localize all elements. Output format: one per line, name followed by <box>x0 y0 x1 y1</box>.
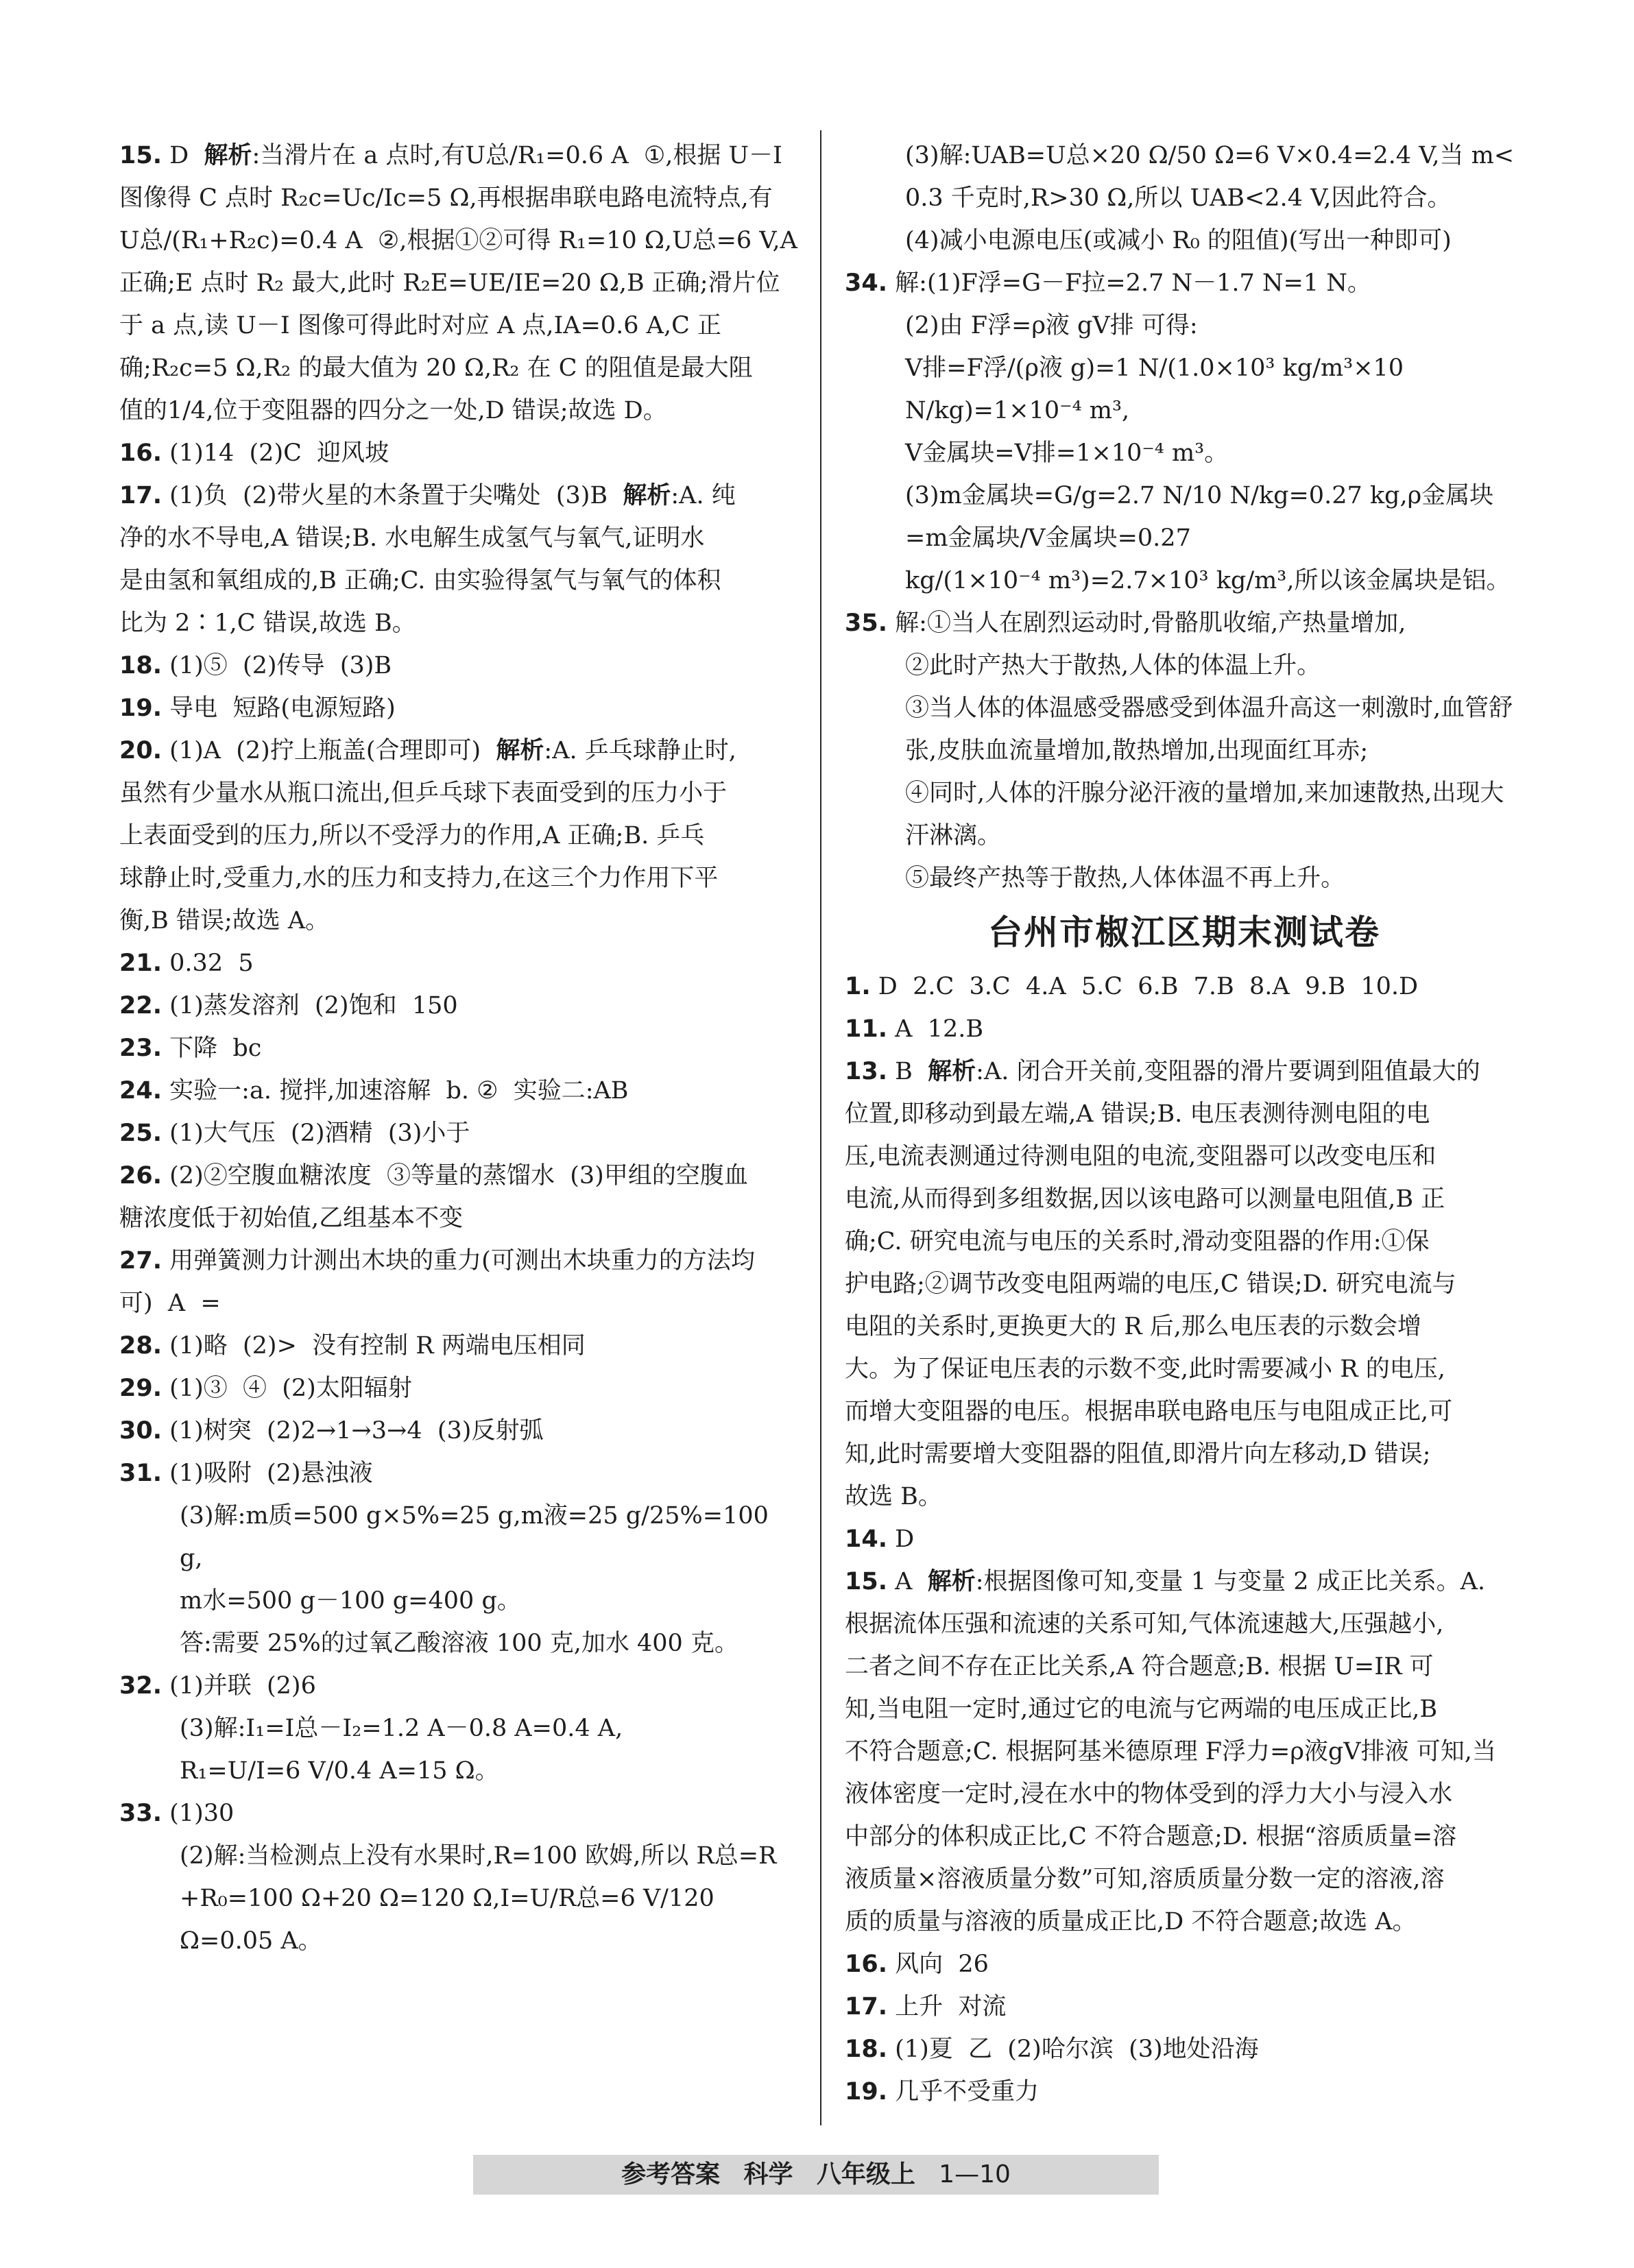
answer-line <box>119 857 798 900</box>
answer-text: (1)A (2)拧上瓶盖(合理即可) <box>169 737 496 764</box>
answer-line <box>845 729 1524 772</box>
analysis-label: 解析 <box>928 1058 976 1085</box>
answer-line <box>845 857 1524 900</box>
answer-text: 是由氢和氧组成的,B 正确;C. 由实验得氢气与氧气的体积 <box>119 567 721 594</box>
answer-line <box>119 177 798 219</box>
answer-text: 压,电流表测通过待测电阻的电流,变阻器可以改变电压和 <box>845 1143 1437 1170</box>
question-number: 31. <box>119 1460 163 1487</box>
answer-text: 净的水不导电,A 错误;B. 水电解生成氢气与氧气,证明水 <box>119 524 705 552</box>
answer-line <box>119 432 798 474</box>
footer-grade: 八年级上 <box>816 2160 915 2188</box>
answer-text: 知,此时需要增大变阻器的阻值,即滑片向左移动,D 错误; <box>845 1440 1431 1468</box>
answer-line <box>119 219 798 262</box>
question-number: 16. <box>119 439 163 467</box>
answer-line <box>119 1410 798 1452</box>
answer-line <box>845 772 1524 815</box>
answer-line <box>845 2071 1524 2113</box>
answer-text: ③当人体的体温感受器感受到体温升高这一刺激时,血管舒 <box>905 695 1513 722</box>
answer-text: 二者之间不存在正比关系,A 符合题意;B. 根据 U=IR 可 <box>845 1653 1434 1680</box>
answer-text: 于 a 点,读 U－I 图像可得此时对应 A 点,IA=0.6 A,C 正 <box>119 312 721 339</box>
answer-line <box>845 1390 1524 1433</box>
answer-line <box>119 1155 798 1197</box>
answer-text: (3)解:UAB=U总×20 Ω/50 Ω=6 V×0.4=2.4 V,当 m< <box>905 142 1515 169</box>
answer-line <box>845 474 1524 559</box>
question-number: 1. <box>845 973 871 1000</box>
answer-text: (1)略 (2)> 没有控制 R 两端电压相同 <box>169 1332 586 1360</box>
answer-text: 确;R₂c=5 Ω,R₂ 的最大值为 20 Ω,R₂ 在 C 的阻值是最大阻 <box>119 354 753 382</box>
question-number: 14. <box>845 1525 888 1553</box>
analysis-text: :当滑片在 a 点时,有U总/R₁=0.6 A ①,根据 U－I <box>252 142 782 169</box>
answer-text: 护电路;②调节改变电阻两端的电压,C 错误;D. 研究电流与 <box>845 1270 1456 1298</box>
answer-text: (4)减小电源电压(或减小 R₀ 的阻值)(写出一种即可) <box>905 227 1452 254</box>
answer-text: 位置,即移动到最左端,A 错误;B. 电压表测待测电阻的电 <box>845 1100 1430 1128</box>
answer-text: (1)大气压 (2)酒精 (3)小于 <box>169 1120 470 1147</box>
answer-text: (2)由 F浮=ρ液 gV排 可得: <box>905 312 1198 339</box>
page-footer <box>473 2155 1159 2195</box>
answer-line <box>119 1750 798 1792</box>
answer-line <box>119 1877 798 1962</box>
question-number: 24. <box>119 1077 163 1105</box>
answer-line <box>845 134 1524 177</box>
answers-jiaojiang-exam <box>845 965 1524 2113</box>
answer-line <box>119 772 798 815</box>
answer-text: D <box>895 1525 915 1553</box>
question-number: 33. <box>119 1800 163 1827</box>
answer-line <box>119 517 798 559</box>
answer-line <box>119 1580 798 1622</box>
answer-text: 图像得 C 点时 R₂c=Uc/Ic=5 Ω,再根据串联电路电流特点,有 <box>119 184 773 212</box>
answer-line <box>845 1220 1524 1263</box>
answer-text: (1)树突 (2)2→1→3→4 (3)反射弧 <box>169 1417 544 1445</box>
answer-text: 答:需要 25%的过氧乙酸溶液 100 克,加水 400 克。 <box>180 1630 738 1657</box>
question-number: 19. <box>119 695 163 722</box>
answer-text: m水=500 g－100 g=400 g。 <box>180 1587 521 1615</box>
answer-line <box>845 1178 1524 1220</box>
answer-text: A 12.B <box>895 1015 984 1043</box>
answer-text: 值的1/4,位于变阻器的四分之一处,D 错误;故选 D。 <box>119 397 667 424</box>
answer-text: D <box>169 142 204 169</box>
answer-text: 解:①当人在剧烈运动时,骨骼肌收缩,产热量增加, <box>895 610 1406 637</box>
answer-text: 解:(1)F浮=G－F拉=2.7 N－1.7 N=1 N。 <box>895 269 1371 297</box>
answer-line <box>845 1518 1524 1560</box>
question-number: 35. <box>845 610 888 637</box>
answer-text: 不符合题意;C. 根据阿基米德原理 F浮力=ρ液gV排液 可知,当 <box>845 1738 1496 1765</box>
answer-line <box>119 1835 798 1877</box>
answer-line <box>119 729 798 772</box>
answer-line <box>845 1475 1524 1518</box>
answer-line <box>845 432 1524 474</box>
answer-text: 液质量×溶液质量分数”可知,溶质质量分数一定的溶液,溶 <box>845 1866 1445 1893</box>
answer-line <box>119 900 798 942</box>
answer-text: D 2.C 3.C 4.A 5.C 6.B 7.B 8.A 9.B 10.D <box>878 973 1419 1000</box>
answer-text: ②此时产热大于散热,人体的体温上升。 <box>905 652 1321 679</box>
answer-line <box>845 262 1524 304</box>
analysis-label: 解析 <box>623 482 671 509</box>
question-number: 25. <box>119 1120 163 1147</box>
answer-text: +R₀=100 Ω+20 Ω=120 Ω,I=U/R总=6 V/120 Ω=0.05 A。 <box>180 1885 722 1955</box>
answer-text: 大。为了保证电压表的示数不变,此时需要减小 R 的电压, <box>845 1355 1445 1383</box>
right-column <box>845 134 1524 2113</box>
answer-text: 液体密度一定时,浸在水中的物体受到的浮力大小与浸入水 <box>845 1781 1453 1808</box>
analysis-text: :A. 闭合开关前,变阻器的滑片要调到阻值最大的 <box>976 1058 1480 1085</box>
answer-text: 中部分的体积成正比,C 不符合题意;D. 根据“溶质质量=溶 <box>845 1823 1457 1850</box>
answer-line <box>119 1707 798 1750</box>
answer-line <box>845 1433 1524 1475</box>
answer-line <box>119 1070 798 1112</box>
answer-text: 质的质量与溶液的质量成正比,D 不符合题意;故选 A。 <box>845 1908 1417 1935</box>
answer-line <box>845 1093 1524 1135</box>
answer-text: 虽然有少量水从瓶口流出,但乒乓球下表面受到的压力小于 <box>119 780 728 807</box>
answer-line <box>845 644 1524 687</box>
answer-line <box>119 1197 798 1240</box>
answer-line <box>845 1688 1524 1730</box>
answer-line <box>845 559 1524 602</box>
answer-text: 几乎不受重力 <box>895 2078 1040 2106</box>
answer-text: 下降 bc <box>169 1035 262 1062</box>
answer-text: U总/(R₁+R₂c)=0.4 A ②,根据①②可得 R₁=10 Ω,U总=6 V,A <box>119 227 797 254</box>
answer-text: 电流,从而得到多组数据,因以该电路可以测量电阻值,B 正 <box>845 1185 1445 1213</box>
answer-text: V排=F浮/(ρ液 g)=1 N/(1.0×10³ kg/m³×10 N/kg)=1×10⁻⁴ m³, <box>905 354 1412 424</box>
question-number: 34. <box>845 269 888 297</box>
answer-line <box>119 1112 798 1155</box>
answer-line <box>119 262 798 304</box>
answer-line <box>119 559 798 602</box>
question-number: 17. <box>845 1993 888 2020</box>
answer-line <box>119 1792 798 1835</box>
question-number: 18. <box>119 652 163 679</box>
answer-text: (1)夏 乙 (2)哈尔滨 (3)地处沿海 <box>895 2036 1259 2063</box>
answer-text: (1)并联 (2)6 <box>169 1672 316 1700</box>
answer-line <box>845 602 1524 644</box>
answer-text: 确;C. 研究电流与电压的关系时,滑动变阻器的作用:①保 <box>845 1228 1430 1255</box>
column-divider <box>820 130 821 2125</box>
answer-line <box>845 1348 1524 1390</box>
analysis-label: 解析 <box>927 1568 976 1595</box>
answer-line <box>845 1263 1524 1305</box>
answer-text: 而增大变阻器的电压。根据串联电路电压与电阻成正比,可 <box>845 1398 1453 1425</box>
answer-line <box>845 1008 1524 1050</box>
footer-label: 参考答案 <box>621 2160 721 2188</box>
answer-text: (2)②空腹血糖浓度 ③等量的蒸馏水 (3)甲组的空腹血 <box>169 1162 748 1190</box>
question-number: 11. <box>845 1015 888 1043</box>
answer-line <box>845 347 1524 432</box>
answer-text: (1)30 <box>169 1800 235 1827</box>
answer-text: 实验一:a. 搅拌,加速溶解 b. ② 实验二:AB <box>169 1077 629 1105</box>
answer-line <box>845 219 1524 262</box>
answer-text: (2)解:当检测点上没有水果时,R=100 欧姆,所以 R总=R <box>180 1842 777 1870</box>
answer-text: 上表面受到的压力,所以不受浮力的作用,A 正确;B. 乒乓 <box>119 822 705 849</box>
answer-line <box>119 1325 798 1367</box>
question-number: 30. <box>119 1417 163 1445</box>
answer-text: B <box>895 1058 928 1085</box>
answer-line <box>119 389 798 432</box>
answer-text: (1)负 (2)带火星的木条置于尖嘴处 (3)B <box>169 482 623 509</box>
answer-text: 0.3 千克时,R>30 Ω,所以 UAB<2.4 V,因此符合。 <box>905 184 1452 212</box>
answer-line <box>845 1135 1524 1178</box>
answer-text: R₁=U/I=6 V/0.4 A=15 Ω。 <box>180 1757 499 1785</box>
answer-line <box>119 687 798 729</box>
question-number: 19. <box>845 2078 888 2106</box>
footer-subject: 科学 <box>743 2160 793 2188</box>
answer-line <box>845 815 1524 857</box>
answer-text: (1)吸附 (2)悬浊液 <box>169 1460 373 1487</box>
answer-line <box>845 1050 1524 1093</box>
answer-text: (3)解:I₁=I总－I₂=1.2 A－0.8 A=0.4 A, <box>180 1715 623 1742</box>
answer-text: 风向 26 <box>895 1951 989 1978</box>
answer-line <box>119 304 798 347</box>
answer-text: A <box>895 1568 928 1595</box>
answers-previous-exam-continued <box>845 134 1524 900</box>
answer-line <box>119 1240 798 1282</box>
answer-text: 张,皮肤血流量增加,散热增加,出现面红耳赤; <box>905 737 1369 764</box>
answer-text: 糖浓度低于初始值,乙组基本不变 <box>119 1205 464 1232</box>
answer-text: 0.32 5 <box>169 950 254 977</box>
answer-line <box>845 1305 1524 1348</box>
answer-text: 知,当电阻一定时,通过它的电流与它两端的电压成正比,B <box>845 1696 1438 1723</box>
answer-text: (1)⑤ (2)传导 (3)B <box>169 652 392 679</box>
answer-text: 衡,B 错误;故选 A。 <box>119 907 330 934</box>
answer-text: 比为 2∶1,C 错误,故选 B。 <box>119 610 416 637</box>
analysis-label: 解析 <box>496 737 544 764</box>
answer-line <box>845 1986 1524 2028</box>
question-number: 32. <box>119 1672 163 1700</box>
answer-text: ④同时,人体的汗腺分泌汗液的量增加,来加速散热,出现大 <box>905 780 1504 807</box>
analysis-text: :根据图像可知,变量 1 与变量 2 成正比关系。A. <box>975 1568 1486 1595</box>
answer-text: 上升 对流 <box>895 1993 1007 2020</box>
answer-line <box>119 1027 798 1070</box>
question-number: 26. <box>119 1162 163 1190</box>
answer-text: 电阻的关系时,更换更大的 R 后,那么电压表的示数会增 <box>845 1313 1421 1340</box>
answer-line <box>845 304 1524 347</box>
answer-line <box>845 1901 1524 1943</box>
question-number: 23. <box>119 1035 163 1062</box>
question-number: 27. <box>119 1247 163 1275</box>
answer-text: 导电 短路(电源短路) <box>169 695 396 722</box>
question-number: 29. <box>119 1375 163 1402</box>
question-number: 17. <box>119 482 163 509</box>
answer-line <box>119 602 798 644</box>
answer-line <box>845 1943 1524 1986</box>
question-number: 21. <box>119 950 163 977</box>
answer-line <box>119 1622 798 1665</box>
answer-text: 可) A = <box>119 1290 221 1317</box>
answer-line <box>845 687 1524 729</box>
answer-text: ⑤最终产热等于散热,人体体温不再上升。 <box>905 865 1345 892</box>
answer-line <box>845 1560 1524 1603</box>
answer-text: 汗淋漓。 <box>905 822 1002 849</box>
question-number: 22. <box>119 992 163 1020</box>
answer-line <box>119 347 798 389</box>
question-number: 16. <box>845 1951 888 1978</box>
answer-text: 球静止时,受重力,水的压力和支持力,在这三个力作用下平 <box>119 865 719 892</box>
answer-line <box>845 1603 1524 1645</box>
answer-line <box>119 644 798 687</box>
question-number: 13. <box>845 1058 888 1085</box>
answer-text: 故选 B。 <box>845 1483 942 1510</box>
question-number: 28. <box>119 1332 163 1360</box>
answer-line <box>119 1452 798 1495</box>
answer-text: V金属块=V排=1×10⁻⁴ m³。 <box>905 439 1229 467</box>
analysis-text: :A. 纯 <box>671 482 736 509</box>
question-number: 18. <box>845 2036 888 2063</box>
section-title: 台州市椒江区期末测试卷 <box>988 913 1380 952</box>
answer-text: (1)蒸发溶剂 (2)饱和 150 <box>169 992 458 1020</box>
answer-line <box>119 1665 798 1707</box>
analysis-text: :A. 乒乓球静止时, <box>544 737 736 764</box>
answer-text: 正确;E 点时 R₂ 最大,此时 R₂E=UE/IE=20 Ω,B 正确;滑片位 <box>119 269 780 297</box>
answer-line <box>119 815 798 857</box>
answer-text: kg/(1×10⁻⁴ m³)=2.7×10³ kg/m³,所以该金属块是铝。 <box>905 567 1511 594</box>
answer-line <box>845 1815 1524 1858</box>
answer-line <box>845 1645 1524 1688</box>
footer-page-number: 1—10 <box>939 2160 1011 2188</box>
answer-line <box>845 177 1524 219</box>
answer-line <box>845 965 1524 1008</box>
analysis-label: 解析 <box>204 142 252 169</box>
answer-text: (1)③ ④ (2)太阳辐射 <box>169 1375 412 1402</box>
answer-line <box>845 1773 1524 1815</box>
answer-text: (3)解:m质=500 g×5%=25 g,m液=25 g/25%=100 g, <box>180 1502 777 1572</box>
answer-line <box>845 1730 1524 1773</box>
answer-line <box>119 1495 798 1580</box>
answer-text: (3)m金属块=G/g=2.7 N/10 N/kg=0.27 kg,ρ金属块=m金属块/V金属块=0.27 <box>905 482 1494 552</box>
answer-text: (1)14 (2)C 迎风坡 <box>169 439 389 467</box>
answer-line <box>119 474 798 517</box>
answer-line <box>119 942 798 985</box>
answer-text: 用弹簧测力计测出木块的重力(可测出木块重力的方法均 <box>169 1247 755 1275</box>
answer-line <box>845 1858 1524 1901</box>
answer-line <box>119 1282 798 1325</box>
question-number: 15. <box>845 1568 888 1595</box>
answer-line <box>119 985 798 1027</box>
answer-line <box>119 1367 798 1410</box>
answer-text: 根据流体压强和流速的关系可知,气体流速越大,压强越小, <box>845 1610 1444 1638</box>
answer-line <box>119 134 798 177</box>
question-number: 15. <box>119 142 163 169</box>
answer-line <box>845 2028 1524 2071</box>
question-number: 20. <box>119 737 163 764</box>
left-column <box>119 134 798 1962</box>
